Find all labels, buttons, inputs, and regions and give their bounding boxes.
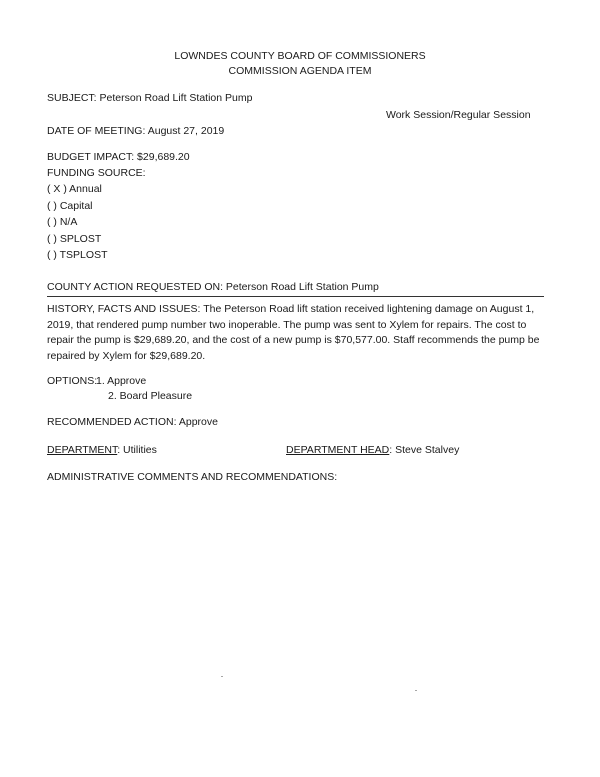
org-title: LOWNDES COUNTY BOARD OF COMMISSIONERS: [174, 50, 426, 62]
department-head-label: DEPARTMENT HEAD: [286, 444, 390, 456]
recommended-action-line: [47, 415, 218, 429]
department-value: : Utilities: [117, 444, 157, 456]
option-approve: 1. Approve: [96, 375, 147, 387]
meeting-date-line: [47, 124, 224, 138]
subject-value: Peterson Road Lift Station Pump: [99, 92, 253, 104]
funding-source-list: [47, 182, 107, 265]
session-type: Work Session/Regular Session: [386, 109, 531, 121]
recommended-action-label: RECOMMENDED ACTION:: [47, 416, 179, 428]
budget-impact-value: $29,689.20: [137, 151, 190, 163]
funding-option-splost: ( ) SPLOST: [47, 232, 102, 245]
funding-option-na: ( ) N/A: [47, 216, 78, 228]
funding-option-capital: ( ) Capital: [47, 199, 93, 212]
admin-comments-label: ADMINISTRATIVE COMMENTS AND RECOMMENDATIONS:: [47, 471, 338, 483]
meeting-date-value: August 27, 2019: [147, 125, 225, 137]
budget-impact-label: BUDGET IMPACT:: [47, 151, 138, 163]
history-text: The Peterson Road lift station received lightening damage on August 1, 2019, that rendered pump number two inoperable. The pump was sent to Xylem for repairs. The cost to repair the pump is $29,689.20, and the cost of a new pump is $70,577.00. Staff recommends the pump be repaired by Xylem for $29,689.20.: [47, 303, 540, 362]
department-head-value: : Steve Stalvey: [389, 444, 460, 456]
funding-source-label: FUNDING SOURCE:: [47, 167, 146, 179]
meeting-date-label: DATE OF MEETING:: [47, 125, 148, 137]
county-action-value: Peterson Road Lift Station Pump: [225, 281, 379, 293]
department-head-line: [286, 443, 459, 457]
county-action-label: COUNTY ACTION REQUESTED ON:: [47, 281, 226, 293]
scan-speck: [415, 690, 417, 691]
history-paragraph: [47, 302, 545, 364]
option-board-pleasure: 2. Board Pleasure: [108, 390, 193, 402]
funding-option-annual: ( X ) Annual: [47, 183, 102, 195]
funding-option-tsplost: ( ) TSPLOST: [47, 249, 108, 261]
department-line: [47, 443, 157, 457]
county-action-line: [47, 280, 379, 294]
recommended-action-value: Approve: [178, 416, 218, 428]
options-label: OPTIONS:: [47, 375, 98, 387]
section-divider: [47, 296, 544, 297]
scan-speck: [221, 676, 223, 677]
history-label: HISTORY, FACTS AND ISSUES:: [47, 303, 204, 315]
budget-impact-line: [47, 150, 190, 164]
subject-line: [47, 91, 252, 105]
subject-label: SUBJECT:: [47, 92, 100, 104]
doc-type-title: COMMISSION AGENDA ITEM: [228, 65, 372, 77]
department-label: DEPARTMENT: [47, 444, 118, 456]
